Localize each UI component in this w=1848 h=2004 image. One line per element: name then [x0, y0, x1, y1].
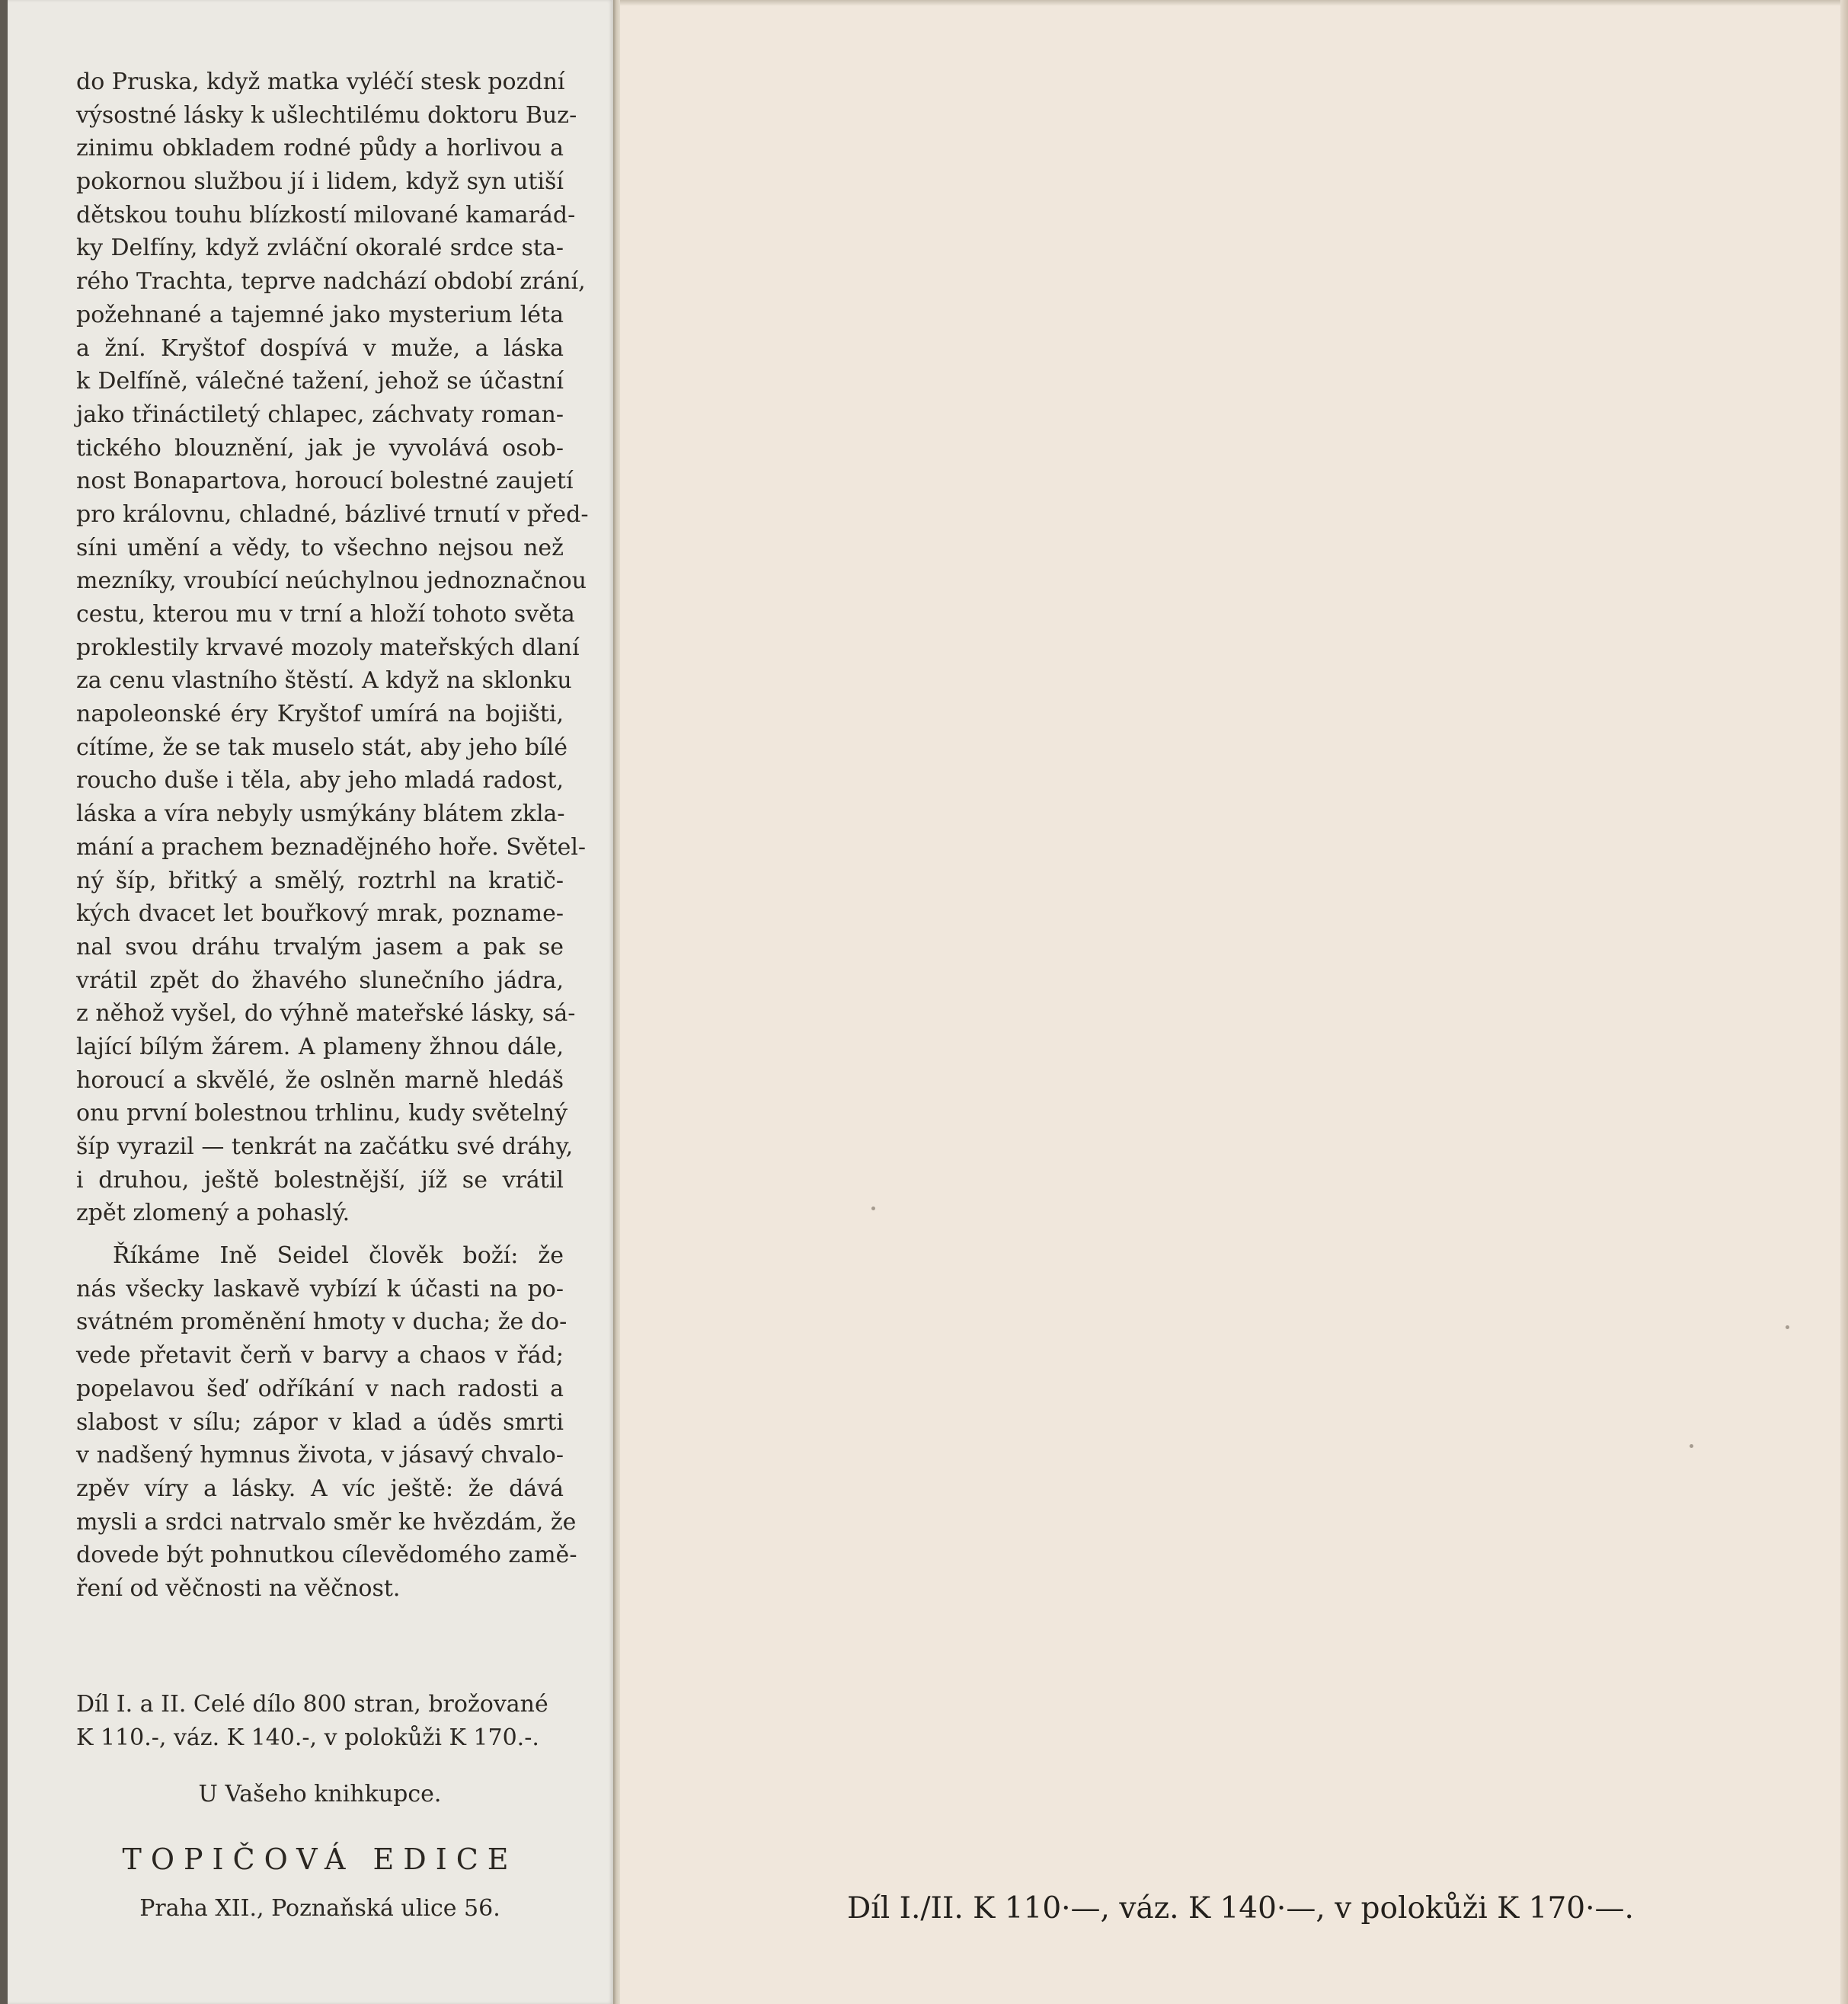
blurb-line: vede přetavit čerň v barvy a chaos v řád; — [76, 1342, 564, 1370]
blurb-line: láska a víra nebyly usmýkány blátem zkla- — [76, 801, 565, 828]
blurb-line: popelavou šeď odříkání v nach radosti a — [76, 1375, 564, 1402]
price-line: K 110.-, váz. K 140.-, v polokůži K 170.-. — [76, 1724, 539, 1751]
jacket-cover — [620, 0, 1848, 2004]
blurb-line: lající bílým žárem. A plameny žhnou dále, — [76, 1033, 564, 1060]
blurb-line: roucho duše i těla, aby jeho mladá radost, — [76, 767, 564, 794]
blurb-line: cítíme, že se tak muselo stát, aby jeho bílé — [76, 734, 568, 761]
paper-speck — [871, 1207, 875, 1210]
blurb-line: i druhou, ještě bolestnější, jíž se vrátil — [76, 1166, 564, 1194]
blurb-line: síni umění a vědy, to všechno nejsou než — [76, 534, 564, 561]
blurb-line: kých dvacet let bouřkový mrak, poznamе- — [76, 900, 564, 928]
blurb-line: výsostné lásky k ušlechtilému doktoru Buz- — [76, 101, 577, 129]
paper-speck — [1690, 1444, 1693, 1448]
blurb-line: zpět zlomený a pohaslý. — [76, 1200, 350, 1227]
blurb-line: dovede být pohnutkou cílevědomého zamě- — [76, 1542, 577, 1569]
blurb-line: za cenu vlastního štěstí. A když na sklonku — [76, 667, 572, 695]
blurb-line: k Delfíně, válečné tažení, jehož se účastní — [76, 368, 564, 395]
blurb-line: svátném proměnění hmoty v ducha; že do- — [76, 1309, 568, 1336]
blurb-line: do Pruska, když matka vyléčí stesk pozdní — [76, 69, 565, 95]
price-line: Díl I. a II. Celé dílo 800 stran, brožované — [76, 1691, 548, 1718]
blurb-line: jako třináctiletý chlapec, záchvaty roman- — [76, 401, 564, 428]
paper-speck — [1786, 1325, 1789, 1329]
blurb-line: z něhož vyšel, do výhně mateřské lásky, sá- — [76, 1000, 576, 1028]
blurb-line: slabost v sílu; zápor v klad a úděs smrti — [76, 1408, 564, 1436]
blurb-line: v nadšený hymnus života, v jásavý chvalo- — [76, 1442, 564, 1469]
flap-fold — [613, 0, 620, 2004]
blurb-line: tického blouznění, jak je vyvolává osob- — [76, 434, 564, 462]
flap-blurb — [76, 66, 589, 1606]
blurb-line: zinimu obkladem rodné půdy a horlivou a — [76, 135, 564, 162]
blurb-line: nost Bonapartova, horoucí bolestné zaujetí — [76, 468, 574, 495]
blurb-line: cestu, kterou mu v trní a hloží tohoto světa — [76, 601, 575, 628]
blurb-line: mysli a srdci natrvalo směr ke hvězdám, že — [76, 1508, 577, 1536]
blurb-line: proklestily krvavé mozoly mateřských dlaní — [76, 634, 580, 661]
retailer-note: U Vašeho knihkupce. — [198, 1781, 442, 1807]
blurb-line: zpěv víry a lásky. A víc ještě: že dává — [76, 1475, 564, 1502]
blurb-line: mání a prachem beznadějného hoře. Světel- — [76, 833, 587, 861]
publisher-name: TOPIČOVÁ EDICE — [122, 1843, 518, 1876]
publisher-address: Praha XII., Poznaňská ulice 56. — [139, 1895, 500, 1922]
blurb-line: napoleonské éry Kryštof umírá na bojišti, — [76, 701, 564, 728]
flap-price-note — [76, 1688, 564, 1755]
jacket-flap — [8, 0, 613, 2004]
blurb-line: ný šíp, břitký a smělý, roztrhl na kratič- — [76, 867, 564, 894]
blurb-line: pokornou službou jí i lidem, když syn utiší — [76, 168, 564, 196]
blurb-line: ření od věčnosti na věčnost. — [76, 1574, 401, 1602]
blurb-line: nal svou dráhu trvalým jasem a pak se — [76, 933, 564, 960]
book-edge — [0, 0, 8, 2004]
blurb-line: Říkáme Ině Seidel člověk boží: že — [113, 1242, 564, 1270]
blurb-line: požehnané a tajemné jako mysterium léta — [76, 301, 564, 328]
blurb-line: ky Delfíny, když zvláční okoralé srdce sta- — [76, 235, 564, 262]
blurb-line: vrátil zpět do žhavého slunečního jádra, — [76, 967, 564, 994]
blurb-line: horoucí a skvělé, že oslněn marně hledáš — [76, 1066, 564, 1094]
blurb-line: pro královnu, chladné, bázlivé trnutí v před- — [76, 500, 589, 528]
blurb-line: onu první bolestnou trhlinu, kudy světelný — [76, 1100, 568, 1127]
blurb-line: a žní. Kryštof dospívá v muže, a láska — [76, 334, 564, 362]
blurb-line: nás všecky laskavě vybízí k účasti na po- — [76, 1275, 564, 1302]
blurb-line: rého Trachta, teprve nadchází období zrání, — [76, 268, 586, 296]
blurb-line: šíp vyrazil — tenkrát na začátku své dráhy, — [76, 1133, 574, 1160]
cover-price-line: Díl I./II. K 110·—, váz. K 140·—, v polokůži K 170·—. — [847, 1891, 1634, 1926]
blurb-line: dětskou touhu blízkostí milované kamarád- — [76, 201, 576, 229]
blurb-line: mezníky, vroubící neúchylnou jednoznačnou — [76, 567, 587, 595]
